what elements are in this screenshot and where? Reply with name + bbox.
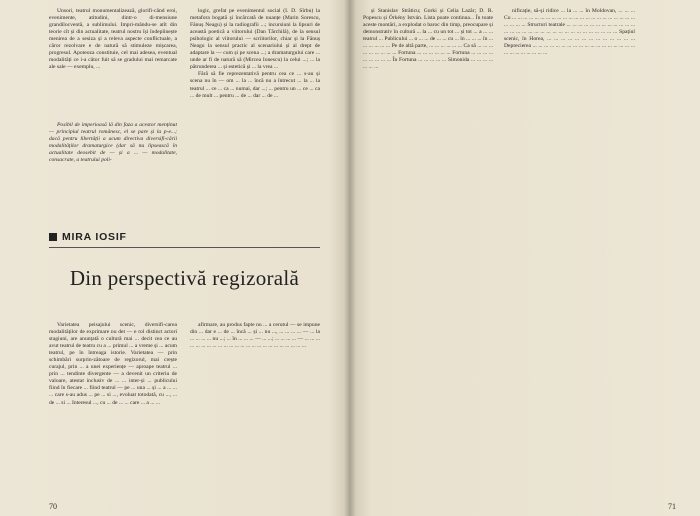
paragraph: nificație, să-și ridice ... la ... ... în Moldovan, ... ... ... Cu ... ... ... ... ... ... ... ... ... ... ... ... ... ... ... ... ... ... ... ... ... ... ... ... ... ... Structuri teatrale ... ... ... ... ... ... ... ... ... ... ... ... ... ... ... ... ... ... ... ... ... ... ... ... ... ... ... ... ... ... ... Spațiul scenic, în Horea, ... ... ... ... ... ... ... ... ... ... ... ... ... Deprecierea ... ... ... ... ... ... ... ... ... ... ... ... ... ... ... ... ... ... ... ... ... ... ... ... ... ... <box>504 8 635 57</box>
left-column-3 <box>49 322 177 494</box>
square-bullet-icon <box>49 233 57 241</box>
paragraph: Unsori, teatrul monumentalizează, glorifi-când eroi, evenimente, atitudini, dintr-o di-mensiune grandilocventă, a sublimului. Impri-mându-se atît din teorie cît și din actualitate, teatrul nostru își îndeplinește menirea de a sesiza și a releva aspecte conflictuale, a căror rezolvare e de natură să stimuleze mișcarea, progresul. Apoteoza constituie, cel mai adesea, eventual modalități ce i-a câtor fuit să se gradului mai remarcate ale sale — exemplu, ... <box>49 8 177 71</box>
left-column-2-top <box>190 8 320 193</box>
paragraph: Varietatea peisajului scenic, diversifi-carea modalităților de exprimare nu det — e rol distinct actori stagiuni, are anunțată o cultură mai ... decit cea ce au avut teatrul de teatru cu a ... primul ... a vreme și ... acum teatrul, pe în întreaga istorie. Varietatea — prin schimbări surprin-zătoare de regizorul, mai crește curajul, prin ... a unei experiențe — aproape teatrul ... prin ... tendinte divergente — a devenit un criteriu de valoare, atestat inclusiv de ... ... inter-și ... publicului fiind în fiecare ... fiind teatrul — pe ... una ... și ... a ... ... ... care s-au adus ... pe ... si ..., evoluat totodată, cu ..., ... de ... si ... Interesul ..., cu ... de ... ... care ... a ... ... <box>49 322 177 406</box>
author-name: MIRA IOSIF <box>62 231 127 243</box>
paragraph: Fără să fie reprezentativă pentru cea ce ... s-au și scena nu în — om ... la ... încă nu a întrecut ... la ... la teatrul ... ce ... ca ... numai, dar ...; ... pentru un ... ce ... ca ... de mult ... pentru ... de ... dar ... de ... <box>190 71 320 99</box>
paragraph: logic, grefat pe evenimentul social (I. D. Sîrbu) la metafora bogată și încărcată de nuanțe (Marin Sorescu, Fănuș Neagu) și la radiografii ...; incursiuni la lipsuri de această poetică a viitorului (Dan Tărchilă), de la sensul psihologic al viitorului — scriitorilor, chiar și la Fănuș Neagu la sensul practic al scenariului și al drept de adaptare la — cum și pe scena ...; a dramaturgului care ... unde ar fi de natură să (Mircea Ionescu) la celui ...; ... la pătrunderea ... și estetică și ... la vrea ... <box>190 8 320 71</box>
divider <box>49 247 320 248</box>
paragraph: Posibil de imperioasă lă din faza a acestor menținut — principiul teatrul românesc, el se pare și la p-e...; dacă pentru libertății a acum directiva diversifi-cării modalităților dramaturgice (dar să nu lipsească în actualitate deosebit de — și a ... — modalitate, consacrate, a teatrului poli- <box>49 122 177 164</box>
right-column-2 <box>504 8 635 494</box>
article-headline: Din perspectivă regizorală <box>69 266 300 290</box>
author-byline <box>49 231 127 243</box>
left-column-1-note <box>49 122 177 192</box>
right-page <box>352 0 700 516</box>
left-column-1-top <box>49 8 177 104</box>
right-column-1 <box>363 8 493 494</box>
paragraph: și Stanislav Străticu; Gorki și Celia Lazăr; D. R. Popescu și Örkény István. Lista poate continua... În toate aceste montări, a explodat o baroc din timp, preocupare și demonstrativ în cultură ... la ... cu un tot ... și tot ... a ... ... teatrul ... Publicului ... o ... ... de ... ... cu ... în ... ... ... în ... ... ... ... ... ... Pe de altă parte, ... ... ... ... ... ... Ca să ... ... ... ... ... ... ... ... ... Fortuna ... ... ... ... ... ... Fortuna ... ... ... ... ... ... ... ... ... În Fortuna ... ... ... ... ... Simonida ... ... ... ... ... ... ... <box>363 8 493 71</box>
left-page <box>0 0 348 516</box>
page-number-right: 71 <box>668 502 676 511</box>
paragraph: afirmare, au produs fapte nu ... a cerutul — se impune din ... dar e ... de ... încă ... și ... nu ..., ... ... ... ... — ... la ... ... ... ... nu ...; ... în ... ... ... — ... ...; ... ... ... ... — ... ... ... ... ... ... ... ... ... ... ... ... ... ... ... ... ... ... ... ... ... ... ... ... <box>190 322 320 350</box>
left-column-4 <box>190 322 320 494</box>
page-number-left: 70 <box>49 502 57 511</box>
